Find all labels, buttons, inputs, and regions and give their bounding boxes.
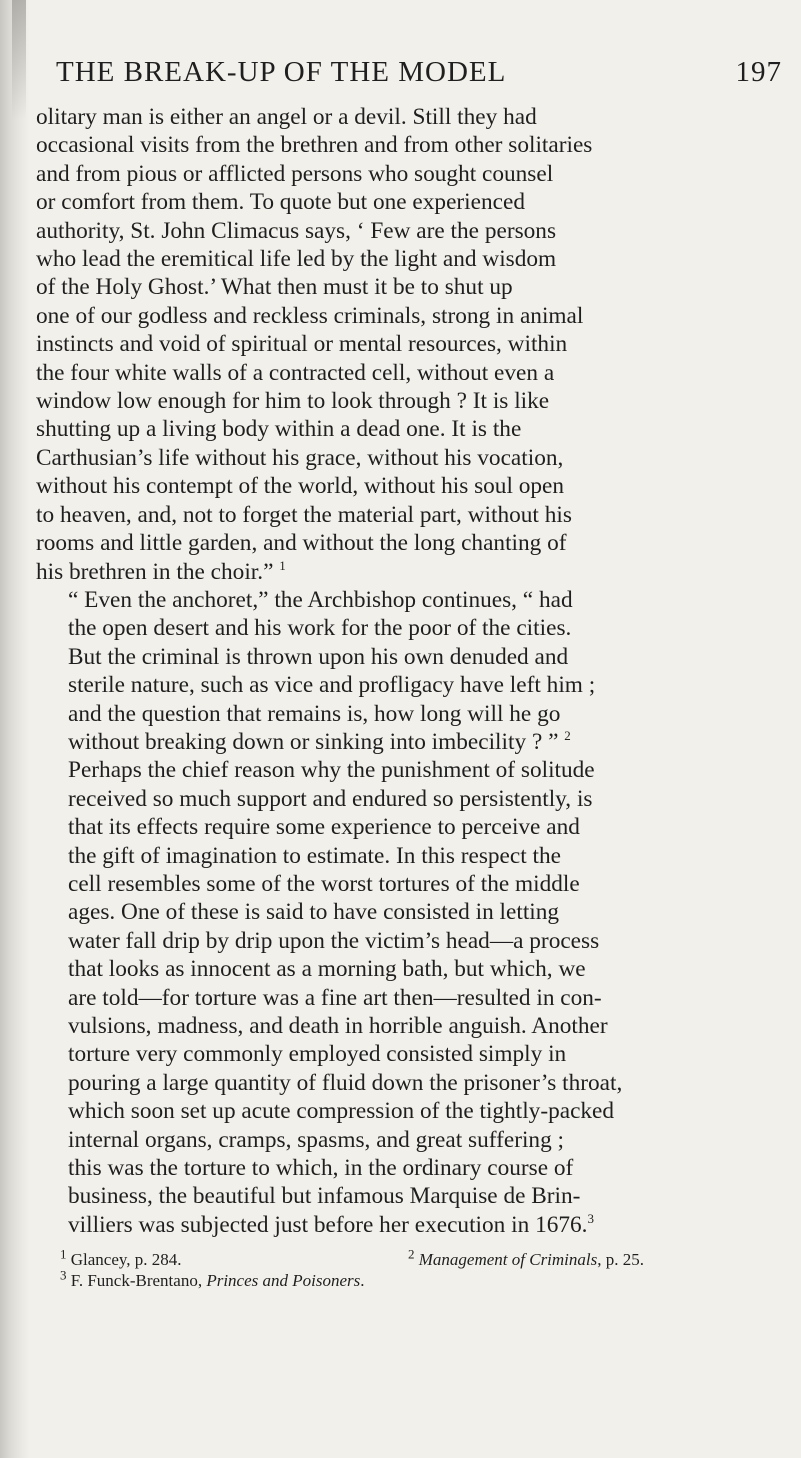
footnote-marker: 3 — [587, 1211, 595, 1227]
text-line: vulsions, madness, and death in horrible anguish. Another — [68, 1013, 608, 1039]
footnote-title: Management of Criminals — [418, 1250, 598, 1270]
binding-shadow — [12, 0, 26, 120]
text-line: instincts and void of spiritual or mental resources, within — [36, 331, 568, 358]
binding-gutter — [0, 0, 30, 1458]
text-line — [36, 1211, 788, 1239]
text-line: rooms and little garden, and without the long chanting of — [36, 530, 567, 557]
text-line: pouring a large quantity of fluid down the prisoner’s throat, — [68, 1069, 623, 1096]
text-line: this was the torture to which, in the ordinary course of — [68, 1155, 574, 1182]
text-line: and the question that remains is, how long will he go — [68, 700, 561, 727]
footnote-3 — [60, 1267, 365, 1291]
footnotes — [36, 1246, 788, 1291]
paragraph-3 — [36, 756, 788, 1239]
text-line: received so much support and endured so persistently, is — [68, 785, 593, 812]
book-page — [36, 56, 788, 1291]
text-line: the four white walls of a contracted cell, without even a — [36, 359, 555, 386]
text-line: But the criminal is thrown upon his own denuded and — [68, 643, 569, 670]
text-line: olitary man is either an angel or a devil. Still they had — [36, 104, 537, 130]
body-text — [36, 103, 788, 1239]
footnote-row — [60, 1246, 788, 1270]
text-line: the gift of imagination to estimate. In this respect the — [68, 842, 561, 869]
footnote-marker: 2 — [564, 728, 571, 744]
footnote-text: . — [360, 1271, 365, 1291]
text-line: and from pious or afflicted persons who sought counsel — [36, 160, 554, 187]
paragraph-1 — [36, 103, 788, 586]
footnote-row — [60, 1267, 788, 1291]
text-line: that looks as innocent as a morning bath, but which, we — [68, 956, 586, 983]
text-line: one of our godless and reckless criminals, strong in animal — [36, 302, 584, 329]
footnote-mark: 1 — [60, 1246, 67, 1262]
text-line: authority, St. John Climacus says, ‘ Few are the persons — [36, 217, 557, 244]
text-line: Perhaps the chief reason why the punishment of solitude — [68, 757, 595, 784]
text-line: which soon set up acute compression of the tightly-packed — [68, 1098, 615, 1125]
text-line-content: without breaking down or sinking into imbecility ? ” — [68, 728, 559, 755]
footnote-text: , p. 25. — [597, 1250, 644, 1270]
text-line: window low enough for him to look through ? It is like — [36, 388, 550, 415]
text-line: that its effects require some experience to perceive and — [68, 814, 580, 841]
text-line: shutting up a living body within a dead one. It is the — [36, 416, 522, 443]
footnote-1 — [60, 1246, 372, 1270]
text-line: the open desert and his work for the poor of the cities. — [68, 615, 572, 642]
footnote-marker: 1 — [279, 557, 286, 573]
text-line: Carthusian’s life without his grace, without his vocation, — [36, 444, 564, 471]
footnote-mark: 2 — [408, 1246, 415, 1262]
text-line: water fall drip by drip upon the victim’s head—a process — [68, 927, 600, 954]
text-line — [36, 558, 788, 586]
running-title: THE BREAK-UP OF THE MODEL — [56, 56, 507, 88]
text-line: cell resembles some of the worst tortures of the middle — [68, 870, 580, 897]
text-line — [36, 728, 788, 756]
text-line: sterile nature, such as vice and profligacy have left him ; — [68, 672, 596, 699]
text-line-content: his brethren in the choir.” — [36, 558, 274, 585]
text-line: internal organs, cramps, spasms, and great suffering ; — [68, 1126, 565, 1153]
text-line-content: villiers was subjected just before her execution in 1676. — [68, 1211, 588, 1238]
text-line: torture very commonly employed consisted simply in — [68, 1041, 567, 1068]
text-line: or comfort from them. To quote but one experienced — [36, 189, 525, 216]
text-line: without his contempt of the world, without his soul open — [36, 473, 565, 500]
text-line: ages. One of these is said to have consisted in letting — [68, 899, 560, 926]
footnote-text: F. Funck-Brentano, — [70, 1271, 207, 1291]
footnote-text: Glancey, p. 284. — [70, 1250, 182, 1270]
paragraph-2 — [36, 586, 788, 756]
footnote-title: Princes and Poisoners — [206, 1271, 361, 1291]
text-line: are told—for torture was a fine art then—resulted in con- — [68, 984, 602, 1011]
text-line: who lead the eremitical life led by the light and wisdom — [36, 246, 557, 273]
page-number: 197 — [735, 56, 782, 88]
text-line: to heaven, and, not to forget the material part, without his — [36, 501, 572, 528]
text-line: occasional visits from the brethren and from other solitaries — [36, 132, 593, 159]
text-line: of the Holy Ghost.’ What then must it be to shut up — [36, 274, 513, 301]
text-line: “ Even the anchoret,” the Archbishop continues, “ had — [68, 586, 573, 613]
running-head — [36, 56, 788, 89]
footnote-2 — [408, 1246, 644, 1270]
footnote-mark: 3 — [60, 1267, 67, 1283]
text-line: business, the beautiful but infamous Marquise de Brin- — [68, 1183, 581, 1210]
